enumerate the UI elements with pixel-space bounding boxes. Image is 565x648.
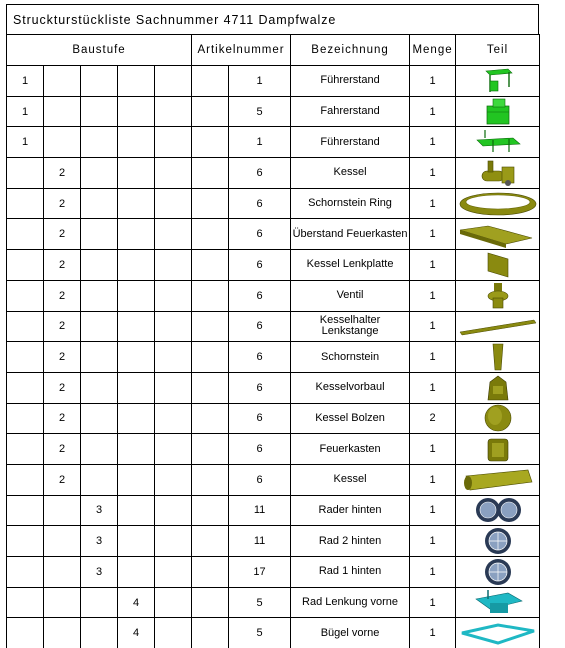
artikelnummer-cell: 17 [229,557,291,588]
artikelnummer-cell: 5 [229,618,291,648]
artikel-spacer-cell [192,618,229,648]
baustufe-empty-cell [44,526,81,557]
baustufe-empty-cell [118,219,155,250]
green-roof-frame-icon [456,66,540,97]
artikelnummer-cell: 6 [229,372,291,403]
menge-cell: 1 [410,372,456,403]
olive-boiler-assembly-icon [456,158,540,189]
bezeichnung-cell: Feuerkasten [291,434,410,465]
green-cab-box-icon [456,96,540,127]
baustufe-empty-cell [7,557,44,588]
bezeichnung-cell: Überstand Feuerkasten [291,219,410,250]
baustufe-empty-cell [7,618,44,648]
table-row [7,557,540,588]
bezeichnung-cell: Kesselvorbaul [291,372,410,403]
baustufe-empty-cell [155,219,192,250]
artikel-spacer-cell [192,219,229,250]
bezeichnung-cell: Führerstand [291,66,410,97]
baustufe-empty-cell [118,66,155,97]
bezeichnung-cell: Schornstein Ring [291,188,410,219]
baustufe-empty-cell [118,127,155,158]
baustufe-empty-cell [81,66,118,97]
baustufe-cell: 2 [44,188,81,219]
baustufe-empty-cell [118,526,155,557]
bezeichnung-cell: Fahrerstand [291,96,410,127]
green-platform-icon [456,127,540,158]
baustufe-empty-cell [155,127,192,158]
baustufe-cell: 1 [7,66,44,97]
baustufe-cell: 3 [81,495,118,526]
baustufe-cell: 2 [44,250,81,281]
artikelnummer-cell: 11 [229,495,291,526]
baustufe-empty-cell [81,158,118,189]
table-row [7,495,540,526]
bezeichnung-cell: Rad Lenkung vorne [291,587,410,618]
baustufe-empty-cell [81,280,118,311]
bezeichnung-cell: Rad 1 hinten [291,557,410,588]
baustufe-empty-cell [7,526,44,557]
menge-cell: 1 [410,342,456,373]
menge-cell: 1 [410,311,456,342]
baustufe-empty-cell [118,372,155,403]
artikel-spacer-cell [192,464,229,495]
baustufe-empty-cell [44,557,81,588]
olive-square-plate-icon [456,250,540,281]
artikel-spacer-cell [192,434,229,465]
baustufe-empty-cell [155,618,192,648]
menge-cell: 1 [410,495,456,526]
baustufe-empty-cell [155,342,192,373]
baustufe-empty-cell [7,342,44,373]
artikel-spacer-cell [192,372,229,403]
baustufe-empty-cell [44,495,81,526]
menge-cell: 1 [410,66,456,97]
baustufe-empty-cell [81,434,118,465]
menge-cell: 1 [410,96,456,127]
menge-cell: 1 [410,434,456,465]
baustufe-empty-cell [155,587,192,618]
baustufe-empty-cell [155,158,192,189]
wheel-pair-icon [456,495,540,526]
baustufe-cell: 1 [7,96,44,127]
artikelnummer-cell: 5 [229,96,291,127]
artikelnummer-cell: 6 [229,434,291,465]
table-row [7,158,540,189]
baustufe-empty-cell [7,495,44,526]
olive-front-mount-icon [456,372,540,403]
baustufe-empty-cell [81,311,118,342]
baustufe-cell: 2 [44,464,81,495]
artikel-spacer-cell [192,587,229,618]
header-artikelnummer: Artikelnummer [192,35,291,66]
baustufe-empty-cell [118,557,155,588]
artikelnummer-cell: 6 [229,342,291,373]
baustufe-empty-cell [155,495,192,526]
baustufe-empty-cell [7,280,44,311]
cyan-frame-icon [456,618,540,648]
baustufe-empty-cell [44,618,81,648]
baustufe-empty-cell [155,280,192,311]
header-row [7,35,540,66]
menge-cell: 1 [410,127,456,158]
menge-cell: 1 [410,557,456,588]
artikelnummer-cell: 6 [229,188,291,219]
table-row [7,618,540,648]
baustufe-empty-cell [155,372,192,403]
baustufe-empty-cell [7,311,44,342]
olive-rod-icon [456,311,540,342]
table-row [7,464,540,495]
artikelnummer-cell: 11 [229,526,291,557]
baustufe-empty-cell [44,66,81,97]
menge-cell: 1 [410,587,456,618]
artikel-spacer-cell [192,158,229,189]
baustufe-empty-cell [118,280,155,311]
olive-cylinder-icon [456,464,540,495]
baustufe-cell: 2 [44,311,81,342]
artikel-spacer-cell [192,127,229,158]
baustufe-empty-cell [81,219,118,250]
baustufe-empty-cell [7,434,44,465]
olive-plate-icon [456,219,540,250]
baustufe-empty-cell [118,250,155,281]
artikelnummer-cell: 1 [229,127,291,158]
parts-table [6,34,540,648]
artikel-spacer-cell [192,280,229,311]
artikelnummer-cell: 1 [229,66,291,97]
header-menge: Menge [410,35,456,66]
baustufe-cell: 3 [81,526,118,557]
baustufe-empty-cell [7,464,44,495]
table-row [7,96,540,127]
table-row [7,526,540,557]
baustufe-empty-cell [155,188,192,219]
table-row [7,127,540,158]
menge-cell: 1 [410,219,456,250]
baustufe-empty-cell [118,342,155,373]
bezeichnung-cell: Rad 2 hinten [291,526,410,557]
artikelnummer-cell: 6 [229,158,291,189]
baustufe-empty-cell [81,96,118,127]
table-row [7,66,540,97]
menge-cell: 1 [410,464,456,495]
table-row [7,188,540,219]
bezeichnung-cell: Kessel [291,464,410,495]
baustufe-empty-cell [155,464,192,495]
artikelnummer-cell: 6 [229,311,291,342]
artikelnummer-cell: 6 [229,280,291,311]
baustufe-empty-cell [155,66,192,97]
cyan-steering-assembly-icon [456,587,540,618]
baustufe-cell: 4 [118,587,155,618]
baustufe-empty-cell [155,250,192,281]
menge-cell: 1 [410,618,456,648]
menge-cell: 1 [410,250,456,281]
bezeichnung-cell: Führerstand [291,127,410,158]
artikel-spacer-cell [192,66,229,97]
olive-ring-icon [456,188,540,219]
baustufe-empty-cell [81,342,118,373]
baustufe-empty-cell [7,250,44,281]
baustufe-empty-cell [7,403,44,434]
bezeichnung-cell: Kessel Bolzen [291,403,410,434]
artikelnummer-cell: 6 [229,250,291,281]
baustufe-empty-cell [155,526,192,557]
baustufe-empty-cell [81,587,118,618]
wheel-icon [456,557,540,588]
baustufe-empty-cell [155,403,192,434]
baustufe-empty-cell [118,464,155,495]
artikel-spacer-cell [192,311,229,342]
baustufe-cell: 2 [44,219,81,250]
header-baustufe: Baustufe [7,35,192,66]
document-title: Struckturstückliste Sachnummer 4711 Dampfwalze [6,4,539,34]
artikel-spacer-cell [192,250,229,281]
artikel-spacer-cell [192,495,229,526]
baustufe-cell: 2 [44,342,81,373]
baustufe-empty-cell [155,557,192,588]
artikel-spacer-cell [192,403,229,434]
baustufe-empty-cell [44,127,81,158]
baustufe-empty-cell [81,250,118,281]
baustufe-empty-cell [81,403,118,434]
artikel-spacer-cell [192,342,229,373]
table-row [7,280,540,311]
baustufe-empty-cell [118,434,155,465]
baustufe-empty-cell [118,188,155,219]
menge-cell: 1 [410,158,456,189]
bezeichnung-cell: Kesselhalter Lenkstange [291,311,410,342]
baustufe-empty-cell [81,464,118,495]
baustufe-empty-cell [118,311,155,342]
artikel-spacer-cell [192,557,229,588]
olive-disc-icon [456,403,540,434]
baustufe-empty-cell [7,372,44,403]
baustufe-empty-cell [7,158,44,189]
artikel-spacer-cell [192,96,229,127]
menge-cell: 1 [410,280,456,311]
bezeichnung-cell: Schornstein [291,342,410,373]
baustufe-empty-cell [81,372,118,403]
menge-cell: 2 [410,403,456,434]
artikelnummer-cell: 5 [229,587,291,618]
baustufe-empty-cell [155,96,192,127]
baustufe-empty-cell [81,127,118,158]
table-row [7,372,540,403]
table-row [7,311,540,342]
baustufe-empty-cell [7,219,44,250]
bezeichnung-cell: Kessel [291,158,410,189]
header-bezeichnung: Bezeichnung [291,35,410,66]
baustufe-cell: 2 [44,403,81,434]
artikel-spacer-cell [192,188,229,219]
wheel-icon [456,526,540,557]
table-row [7,434,540,465]
artikelnummer-cell: 6 [229,219,291,250]
baustufe-empty-cell [155,434,192,465]
olive-chimney-icon [456,342,540,373]
table-row [7,250,540,281]
table-row [7,587,540,618]
table-row [7,219,540,250]
baustufe-cell: 2 [44,280,81,311]
baustufe-empty-cell [7,188,44,219]
baustufe-empty-cell [118,495,155,526]
baustufe-empty-cell [44,96,81,127]
baustufe-empty-cell [118,96,155,127]
baustufe-empty-cell [7,587,44,618]
baustufe-empty-cell [155,311,192,342]
baustufe-cell: 3 [81,557,118,588]
baustufe-cell: 4 [118,618,155,648]
baustufe-empty-cell [118,403,155,434]
baustufe-empty-cell [81,188,118,219]
artikelnummer-cell: 6 [229,464,291,495]
baustufe-empty-cell [118,158,155,189]
baustufe-empty-cell [81,618,118,648]
baustufe-empty-cell [44,587,81,618]
table-row [7,342,540,373]
header-teil: Teil [456,35,540,66]
bezeichnung-cell: Bügel vorne [291,618,410,648]
baustufe-cell: 2 [44,158,81,189]
parts-list-sheet [6,4,539,645]
olive-firebox-icon [456,434,540,465]
bezeichnung-cell: Ventil [291,280,410,311]
bezeichnung-cell: Rader hinten [291,495,410,526]
menge-cell: 1 [410,188,456,219]
bezeichnung-cell: Kessel Lenkplatte [291,250,410,281]
table-row [7,403,540,434]
artikelnummer-cell: 6 [229,403,291,434]
baustufe-cell: 1 [7,127,44,158]
olive-valve-icon [456,280,540,311]
baustufe-cell: 2 [44,434,81,465]
menge-cell: 1 [410,526,456,557]
baustufe-cell: 2 [44,372,81,403]
artikel-spacer-cell [192,526,229,557]
